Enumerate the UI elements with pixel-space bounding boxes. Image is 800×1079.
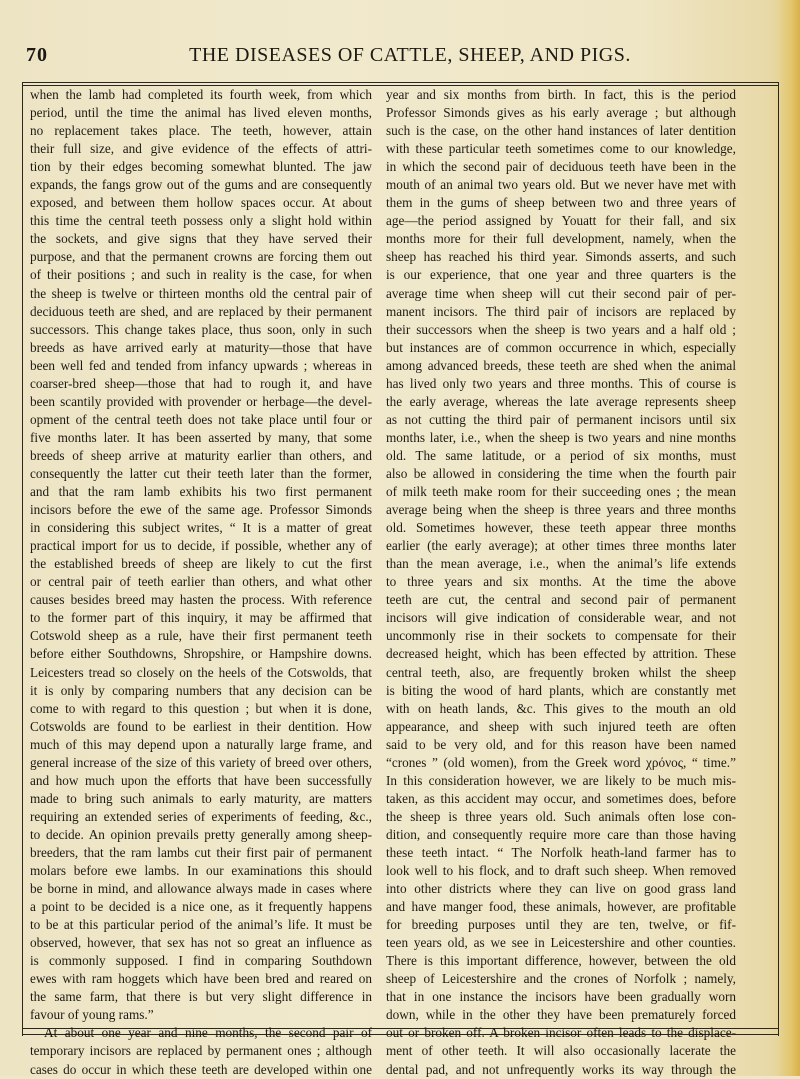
right-text-column	[386, 86, 736, 1079]
text-line: Leicesters tread so closely on the heels of the Cotswolds, that	[30, 664, 372, 680]
text-line: the sheep is three years old. Such animals often lose con-	[386, 808, 736, 824]
text-line: decreased height, which has been effected by attrition. These	[386, 646, 736, 662]
text-line: made to bring such animals to early maturity, are matters	[30, 790, 372, 806]
text-line: dental pad, and not unfrequently works its way through the	[386, 1061, 736, 1077]
text-line: a point to be decided is a nice one, as it frequently happens	[30, 899, 372, 915]
text-line: the sheep is twelve or thirteen months old the central pair of	[30, 285, 372, 301]
text-line: has lived only two years and three months. This of course is	[386, 375, 736, 391]
text-line: teen years old, as we see in Leicestershire and other counties.	[386, 935, 736, 951]
text-line: out or broken off. A broken incisor often leads to the displace-	[386, 1025, 736, 1041]
text-line: Professor Simonds gives as his early average ; but although	[386, 105, 736, 121]
text-line: ment of other teeth. It will also occasionally lacerate the	[386, 1043, 736, 1059]
text-line: molars before ewe lambs. In our examinations this should	[30, 863, 372, 879]
text-line: among advanced breeds, these teeth are shed when the animal	[386, 357, 736, 373]
text-line: to three years and six months. At the time the above	[386, 574, 736, 590]
text-line: be borne in mind, and allowance always made in cases where	[30, 881, 372, 897]
text-line: been scantily provided with provender or herbage—the devel-	[30, 393, 372, 409]
page-number: 70	[26, 44, 48, 66]
text-line: cases do occur in which these teeth are developed within one	[30, 1061, 372, 1077]
text-line: opment of the central teeth does not take place until four or	[30, 411, 372, 427]
text-line: with on heath lands, &c. This gives to the mouth an old	[386, 700, 736, 716]
text-line: them in the gums of sheep between two and three years of	[386, 195, 736, 211]
text-line: with these particular teeth sometimes come to our knowledge,	[386, 141, 736, 157]
text-line: down, while in the other they have been prematurely forced	[386, 1007, 736, 1023]
text-line: this time the central teeth possess only a slight hold within	[30, 213, 372, 229]
text-line: of their positions ; and such in reality is the case, for when	[30, 267, 372, 283]
running-title: THE DISEASES OF CATTLE, SHEEP, AND PIGS.	[189, 44, 631, 66]
text-line: into other districts where they can live on good grass land	[386, 881, 736, 897]
text-line: sheep of Leicestershire and the crones of Norfolk ; namely,	[386, 971, 736, 987]
text-line: five months later. It has been asserted by many, that some	[30, 429, 372, 445]
text-line: their successors when the sheep is two years and a half old ;	[386, 321, 736, 337]
text-line: There is this important difference, however, between the old	[386, 953, 736, 969]
text-line: uncommonly rise in their sockets to compensate for their	[386, 628, 736, 644]
text-line: the same farm, that there is but very slight difference in	[30, 989, 372, 1005]
text-line: breeders, that the ram lambs cut their first pair of permanent	[30, 844, 372, 860]
header-rule	[22, 82, 778, 83]
text-line: before either Southdowns, Shropshire, or Hampshire downs.	[30, 646, 372, 662]
text-line: or central pair of teeth earlier than others, and what other	[30, 574, 372, 590]
text-line: consequently the latter cut their teeth later than the former,	[30, 465, 372, 481]
text-line: for breeding purposes until they are ten, twelve, or fif-	[386, 917, 736, 933]
text-line: much of this may depend upon a naturally large frame, and	[30, 736, 372, 752]
text-line: observed, however, that sex has not so great an influence as	[30, 935, 372, 951]
text-line: sheep has reached his third year. Simonds asserts, and such	[386, 249, 736, 265]
text-line: incisors before the ewe of the same age. Professor Simonds	[30, 502, 372, 518]
text-line: Cotswold sheep as a rule, have their first permanent teeth	[30, 628, 372, 644]
text-line: is commonly supposed. I find in comparing Southdown	[30, 953, 372, 969]
text-line: such is the case, on the other hand instances of later dentition	[386, 123, 736, 139]
text-line: earlier (the early average); at other times three months later	[386, 538, 736, 554]
page-edge-shading	[778, 0, 800, 1076]
text-line: tion by their edges becoming somewhat blunted. The jaw	[30, 159, 372, 175]
text-line: successors. This change takes place, thus soon, only in such	[30, 321, 372, 337]
text-line: the sockets, and give signs that they have served their	[30, 231, 372, 247]
text-line: it is only by comparing numbers that any decision can be	[30, 682, 372, 698]
text-line: that in one instance the incisors have been gradually worn	[386, 989, 736, 1005]
text-line: and how much upon the efforts that have been successfully	[30, 772, 372, 788]
text-line: teeth are cut, the central and second pair of permanent	[386, 592, 736, 608]
text-line: exposed, and between them hollow spaces occur. At about	[30, 195, 372, 211]
text-line: the established breeds of sheep are likely to cut the first	[30, 556, 372, 572]
text-line: and have manger food, these animals, however, are profitable	[386, 899, 736, 915]
frame-right-rule	[778, 82, 779, 1036]
text-line: purpose, and that the permanent crowns are forcing them out	[30, 249, 372, 265]
text-line: of milk teeth make room for their succeeding ones ; the mean	[386, 484, 736, 500]
text-line: incisors will give indication of considerable wear, and not	[386, 610, 736, 626]
text-line: taken, as this accident may occur, and sometimes does, before	[386, 790, 736, 806]
text-line: breeds of sheep arrive at maturity earlier than others, and	[30, 447, 372, 463]
text-line: months more for their full development, namely, when the	[386, 231, 736, 247]
text-line: breeds as have arrived early at maturity—those that have	[30, 339, 372, 355]
text-line: ewes with ram hoggets which have been bred and reared on	[30, 971, 372, 987]
text-line: manent incisors. The third pair of incisors are replaced by	[386, 303, 736, 319]
text-line: average being when the sheep is three years and three months	[386, 502, 736, 518]
text-line: Cotswolds are found to be earliest in their dentition. How	[30, 718, 372, 734]
text-line: At about one year and nine months, the second pair of	[44, 1025, 372, 1041]
text-line: causes besides breed may hasten the process. With reference	[30, 592, 372, 608]
page-header	[20, 44, 780, 74]
text-line: the early average, whereas the late average represents sheep	[386, 393, 736, 409]
text-line: these teeth intact. “ The Norfolk heath-land farmer has to	[386, 844, 736, 860]
text-line: favour of young rams.”	[30, 1007, 154, 1023]
text-line: requiring an extended series of experiments of feeding, &c.,	[30, 808, 372, 824]
text-line: months later, i.e., when the sheep is two years and nine months	[386, 429, 736, 445]
text-line: deciduous teeth are shed, and are replaced by their permanent	[30, 303, 372, 319]
text-line: to be at this particular period of the animal’s life. It must be	[30, 917, 372, 933]
text-line: practical import for us to decide, if possible, whether any of	[30, 538, 372, 554]
text-line: but instances are of common occurrence in which, especially	[386, 339, 736, 355]
text-line: coarser-bred sheep—those that had to rough it, and have	[30, 375, 372, 391]
text-line: average time when sheep will cut their second pair of per-	[386, 285, 736, 301]
frame-left-rule	[22, 82, 23, 1036]
text-line: dition, and consequently require more care than those having	[386, 826, 736, 842]
text-line: no replacement takes place. The teeth, however, attain	[30, 123, 372, 139]
text-line: look well to his flock, and to draft such sheep. When removed	[386, 863, 736, 879]
text-line: and that the ram lamb exhibits his two first permanent	[30, 484, 372, 500]
text-line: is biting the wood of hard plants, which are constantly met	[386, 682, 736, 698]
text-line: old. Sometimes however, these teeth appear three months	[386, 520, 736, 536]
text-line: old. The same latitude, or a period of six months, must	[386, 447, 736, 463]
text-line: expands, the fangs grow out of the gums and are consequently	[30, 177, 372, 193]
text-line: said to be very old, and for this reason have been named	[386, 736, 736, 752]
text-line: come to with regard to this question ; but when it is done,	[30, 700, 372, 716]
text-line: appearance, and sheep with such injured teeth are often	[386, 718, 736, 734]
text-line: temporary incisors are replaced by permanent ones ; although	[30, 1043, 372, 1059]
text-line: period, until the time the animal has lived eleven months,	[30, 105, 372, 121]
text-line: been well fed and tended from infancy upwards ; whereas in	[30, 357, 372, 373]
text-line: to decide. An opinion prevails pretty generally among sheep-	[30, 826, 372, 842]
text-line: In this consideration however, we are likely to be much mis-	[386, 772, 736, 788]
text-line: age—the period assigned by Youatt for their fall, and six	[386, 213, 736, 229]
text-line: “crones ” (old women), from the Greek word χρόνος, “ time.”	[386, 754, 736, 770]
text-line: when the lamb had completed its fourth week, from which	[30, 87, 372, 102]
text-line: mouth of an animal two years old. But we never have met with	[386, 177, 736, 193]
text-line: general increase of the size of this variety of breed over others,	[30, 754, 372, 770]
text-line: to the former part of this inquiry, it may be affirmed that	[30, 610, 372, 626]
text-line: in considering this subject writes, “ It is a matter of great	[30, 520, 372, 536]
text-line: central teeth, also, are frequently broken whilst the sheep	[386, 664, 736, 680]
text-line: in which the second pair of deciduous teeth have been in the	[386, 159, 736, 175]
text-line: year and six months from birth. In fact, this is the period	[386, 87, 736, 102]
text-line: their full size, and give evidence of the effects of attri-	[30, 141, 372, 157]
text-line: than the mean average, i.e., when the animal’s life extends	[386, 556, 736, 572]
left-text-column	[30, 86, 372, 1079]
text-line: is our experience, that one year and three quarters is the	[386, 267, 736, 283]
text-line: also be allowed in considering the time when the fourth pair	[386, 465, 736, 481]
text-line: as not cutting the third pair of permanent incisors until six	[386, 411, 736, 427]
